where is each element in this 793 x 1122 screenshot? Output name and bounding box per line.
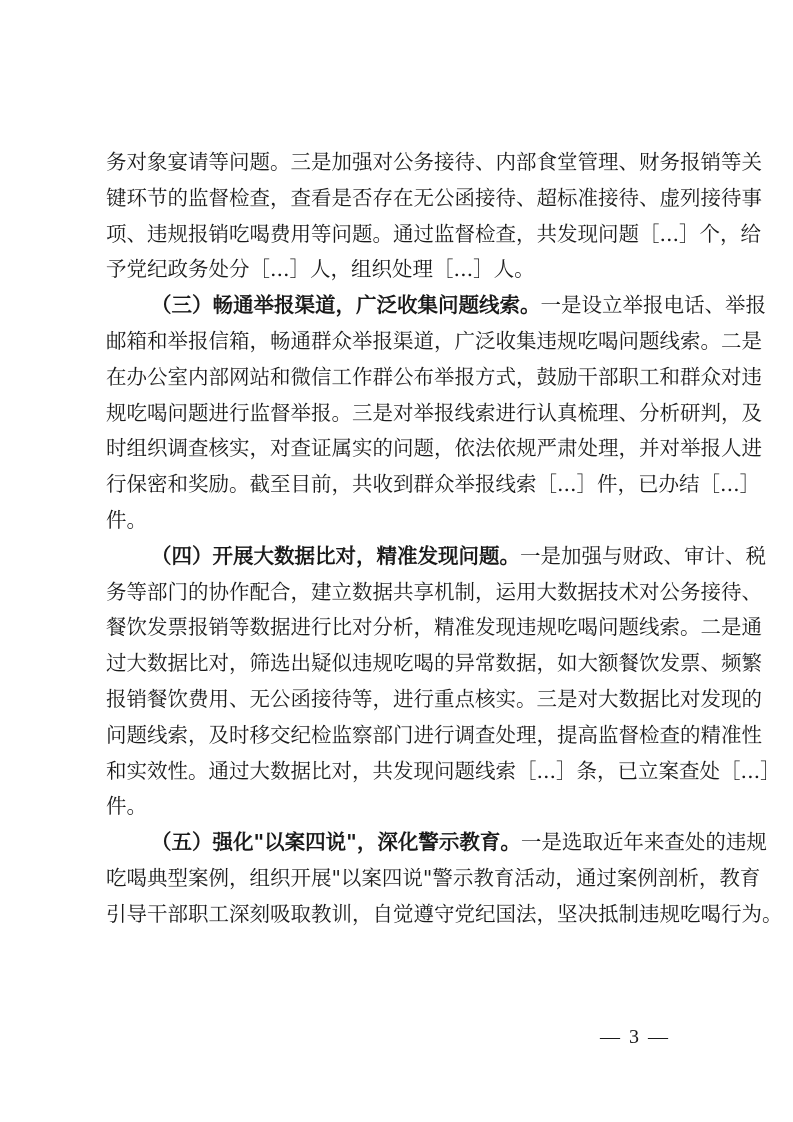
page-number: — 3 — <box>600 1026 670 1048</box>
text-line: 件。 <box>106 794 147 819</box>
text-line: 行保密和奖励。截至目前，共收到群众举报线索［...］件，已办结［...］ <box>106 472 761 497</box>
section-heading: （五）强化"以案四说"，深化警示教育。 <box>151 830 521 855</box>
paragraph <box>106 145 762 288</box>
section-heading: （四）开展大数据比对，精准发现问题。 <box>151 543 520 568</box>
line-text: 一是加强与财政、审计、税 <box>520 543 766 568</box>
text-line: 予党纪政务处分［...］人，组织处理［...］人。 <box>106 257 535 282</box>
section-heading: （三）畅通举报渠道，广泛收集问题线索。 <box>151 293 541 318</box>
text-line: 项、违规报销吃喝费用等问题。通过监督检查，共发现问题［...］个，给 <box>106 221 762 246</box>
text-line: 吃喝典型案例，组织开展"以案四说"警示教育活动，通过案例剖析，教育 <box>106 865 761 890</box>
text-line: 邮箱和举报信箱，畅通群众举报渠道，广泛收集违规吃喝问题线索。二是 <box>106 328 762 353</box>
text-line: 键环节的监督检查，查看是否存在无公函接待、超标准接待、虚列接待事 <box>106 185 762 210</box>
text-line: 时组织调查核实，对查证属实的问题，依法依规严肃处理，并对举报人进 <box>106 436 762 461</box>
text-line <box>106 288 766 324</box>
text-line: 引导干部职工深刻吸取教训，自觉遵守党纪国法，坚决抵制违规吃喝行为。 <box>106 901 783 926</box>
paragraph <box>106 288 766 539</box>
text-line: 务等部门的协作配合，建立数据共享机制，运用大数据技术对公务接待、 <box>106 579 762 604</box>
paragraph <box>106 539 781 825</box>
document-body <box>106 145 783 933</box>
text-line: 餐饮发票报销等数据进行比对分析，精准发现违规吃喝问题线索。二是通 <box>106 615 762 640</box>
text-line: 和实效性。通过大数据比对，共发现问题线索［...］条，已立案查处［...］ <box>106 758 781 783</box>
text-line: 件。 <box>106 507 147 532</box>
line-text: 一是选取近年来查处的违规 <box>520 830 767 855</box>
line-text: 一是设立举报电话、举报 <box>540 293 766 318</box>
text-line: 在办公室内部网站和微信工作群公布举报方式，鼓励干部职工和群众对违 <box>106 364 762 389</box>
text-line: 务对象宴请等问题。三是加强对公务接待、内部食堂管理、财务报销等关 <box>106 150 762 174</box>
text-line <box>106 539 766 575</box>
text-line: 规吃喝问题进行监督举报。三是对举报线索进行认真梳理、分析研判，及 <box>106 400 762 425</box>
text-line: 问题线索，及时移交纪检监察部门进行调查处理，提高监督检查的精准性 <box>106 722 762 747</box>
paragraph <box>106 825 783 932</box>
text-line: 报销餐饮费用、无公函接待等，进行重点核实。三是对大数据比对发现的 <box>106 686 762 711</box>
text-line: 过大数据比对，筛选出疑似违规吃喝的异常数据，如大额餐饮发票、频繁 <box>106 651 762 676</box>
text-line <box>106 825 767 861</box>
